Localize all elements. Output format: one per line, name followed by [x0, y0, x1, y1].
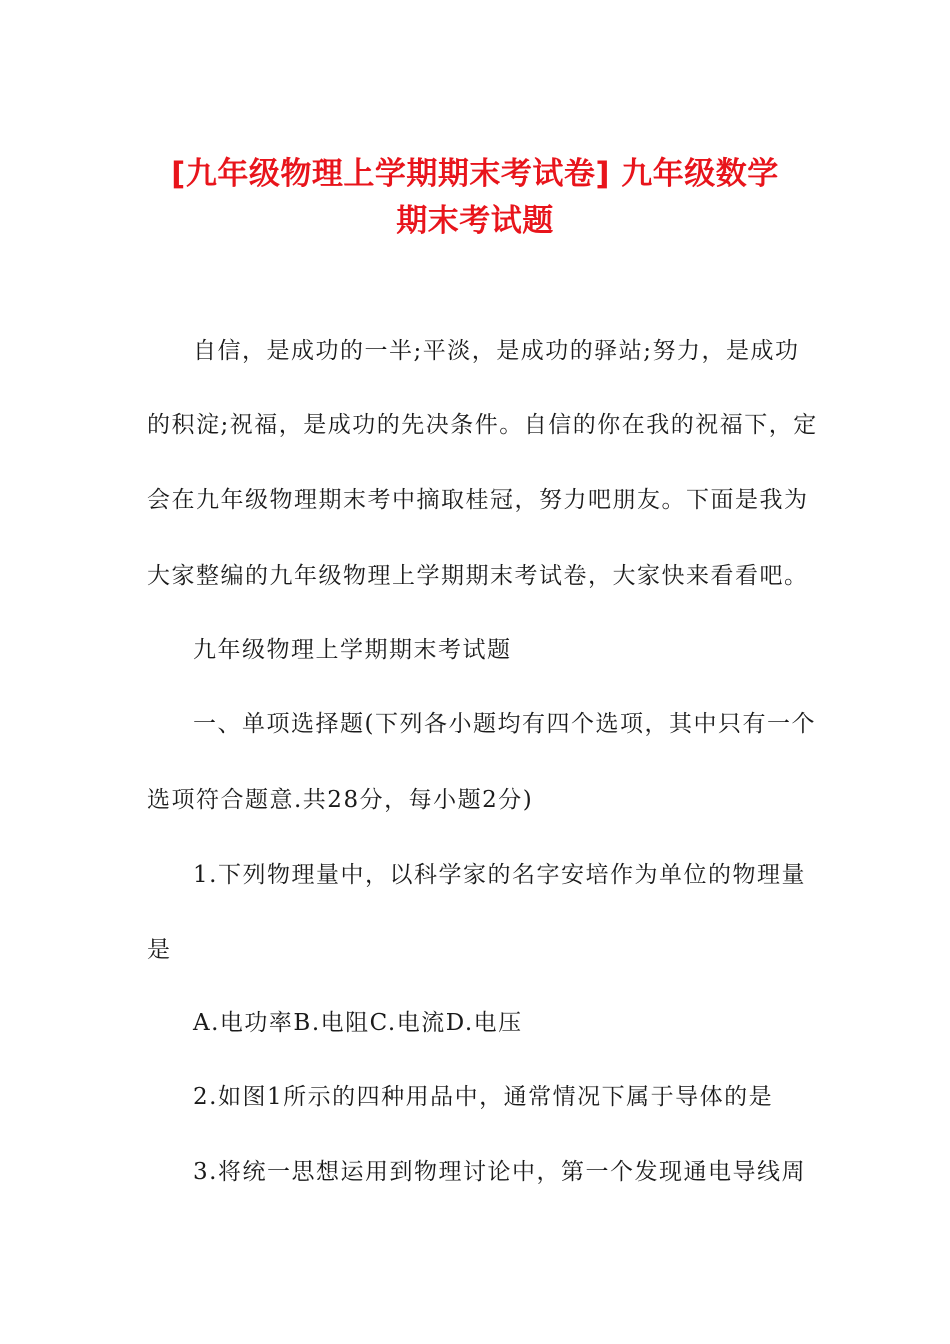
- question-instruction-line: 一、单项选择题(下列各小题均有四个选项，其中只有一个: [193, 711, 816, 737]
- question-1-options: A.电功率B.电阻C.电流D.电压: [193, 1010, 523, 1036]
- question-2: 2.如图1所示的四种用品中，通常情况下属于导体的是: [193, 1084, 774, 1110]
- paragraph-line: 的积淀;祝福，是成功的先决条件。自信的你在我的祝福下，定: [147, 412, 818, 438]
- question-instruction-line: 选项符合题意.共28分，每小题2分): [147, 787, 534, 813]
- paragraph-line: 自信，是成功的一半;平淡，是成功的驿站;努力，是成功: [193, 338, 800, 364]
- paragraph-line: 大家整编的九年级物理上学期期末考试卷，大家快来看看吧。: [147, 563, 809, 589]
- document-title-line-2: 期末考试题: [396, 203, 554, 239]
- question-1-line: 1.下列物理量中，以科学家的名字安培作为单位的物理量: [193, 862, 806, 888]
- section-heading: 九年级物理上学期期末考试题: [193, 637, 512, 663]
- document-title-line-1: [九年级物理上学期期末考试卷] 九年级数学: [171, 156, 779, 192]
- paragraph-line: 会在九年级物理期末考中摘取桂冠，努力吧朋友。下面是我为: [147, 487, 809, 513]
- question-1-line: 是: [147, 937, 172, 963]
- question-3: 3.将统一思想运用到物理讨论中，第一个发现通电导线周: [193, 1159, 806, 1185]
